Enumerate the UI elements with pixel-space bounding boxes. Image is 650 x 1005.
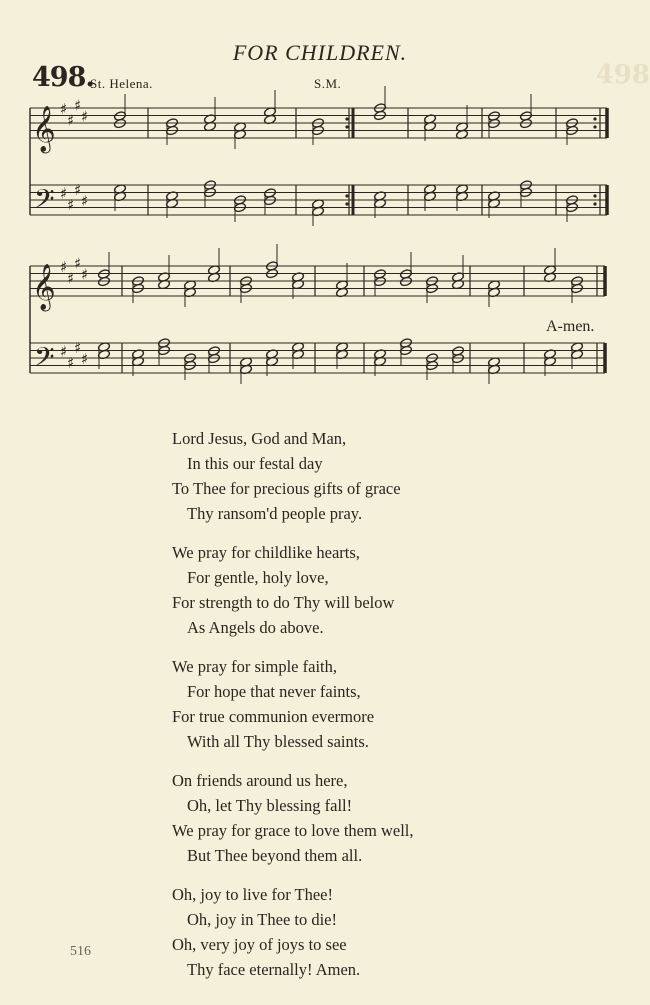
note: [266, 244, 279, 271]
stanza-line: Oh, joy in Thee to die!: [187, 910, 337, 929]
svg-text:♯: ♯: [67, 195, 75, 214]
stanza-line: On friends around us here,: [172, 771, 348, 790]
svg-text:♯: ♯: [74, 254, 82, 273]
svg-text:♯: ♯: [81, 107, 89, 126]
stanza-line: Oh, very joy of joys to see: [172, 935, 347, 954]
stanza-line: As Angels do above.: [187, 618, 324, 637]
svg-text:♯: ♯: [74, 96, 82, 115]
stanza-line: Thy ransom'd people pray.: [187, 504, 363, 523]
stanza-line: We pray for childlike hearts,: [172, 543, 360, 562]
note: [204, 97, 217, 124]
treble-clef-icon: 𝄞: [32, 264, 56, 310]
svg-text:♯: ♯: [60, 258, 68, 276]
svg-text:♯: ♯: [60, 342, 68, 361]
svg-text:♯: ♯: [60, 100, 68, 118]
stanza-line: Oh, joy to live for Thee!: [172, 885, 333, 904]
stanza-line: We pray for simple faith,: [172, 657, 337, 676]
svg-text:♯: ♯: [81, 192, 89, 210]
stanza-line: For gentle, holy love,: [187, 568, 329, 587]
stanza: [172, 768, 592, 868]
treble-staff: [30, 266, 605, 296]
stanza: [172, 882, 592, 982]
stanza-line: For true communion evermore: [172, 707, 375, 726]
hymn-text: [172, 426, 592, 996]
tune-name: St. Helena.: [90, 76, 153, 91]
bass-staff: [30, 343, 605, 373]
key-signature: [60, 181, 88, 214]
page-header: FOR CHILDREN.: [232, 40, 408, 65]
stanza-line: Oh, let Thy blessing fall!: [187, 796, 353, 815]
svg-text:♯: ♯: [81, 350, 89, 368]
stanza-line: But Thee beyond them all.: [187, 846, 363, 865]
treble-clef-icon: 𝄞: [32, 106, 56, 152]
svg-text:♯: ♯: [67, 111, 75, 130]
note: [456, 105, 469, 132]
svg-text:♯: ♯: [60, 184, 68, 203]
bass-clef-icon: 𝄢: [34, 341, 55, 379]
stanza-line: We pray for grace to love them well,: [172, 821, 414, 840]
key-signature: [60, 254, 88, 287]
svg-text:♯: ♯: [74, 180, 82, 199]
stanza-line: For strength to do Thy will below: [172, 593, 395, 612]
note: [452, 255, 465, 282]
hymn-number: 498.: [32, 62, 94, 93]
page-number: 516: [70, 944, 91, 959]
note: [158, 255, 171, 282]
note: [544, 248, 557, 275]
stanza-line: Lord Jesus, God and Man,: [172, 429, 347, 448]
stanza-line: Thy face eternally! Amen.: [187, 960, 361, 979]
key-signature: [60, 96, 88, 129]
svg-text:♯: ♯: [67, 269, 75, 288]
stanza: [172, 654, 592, 754]
amen-label: A-men.: [546, 318, 595, 335]
bleed-through-number: 498: [595, 60, 650, 90]
stanza: [172, 540, 592, 640]
music-score: [0, 0, 640, 420]
note: [264, 90, 277, 117]
svg-text:♯: ♯: [67, 353, 75, 372]
svg-text:♯: ♯: [74, 338, 82, 357]
note: [374, 86, 387, 113]
stanza-line: To Thee for precious gifts of grace: [172, 479, 401, 498]
stanza: [172, 426, 592, 526]
key-signature: [60, 339, 88, 372]
stanza-line: For hope that never faints,: [187, 682, 361, 701]
note: [336, 263, 349, 290]
note: [208, 248, 221, 275]
stanza-line: In this our festal day: [187, 454, 323, 473]
bass-clef-icon: 𝄢: [34, 183, 55, 221]
stanza-line: With all Thy blessed saints.: [187, 732, 369, 751]
meter-label: S.M.: [314, 76, 342, 91]
svg-text:♯: ♯: [81, 265, 89, 284]
